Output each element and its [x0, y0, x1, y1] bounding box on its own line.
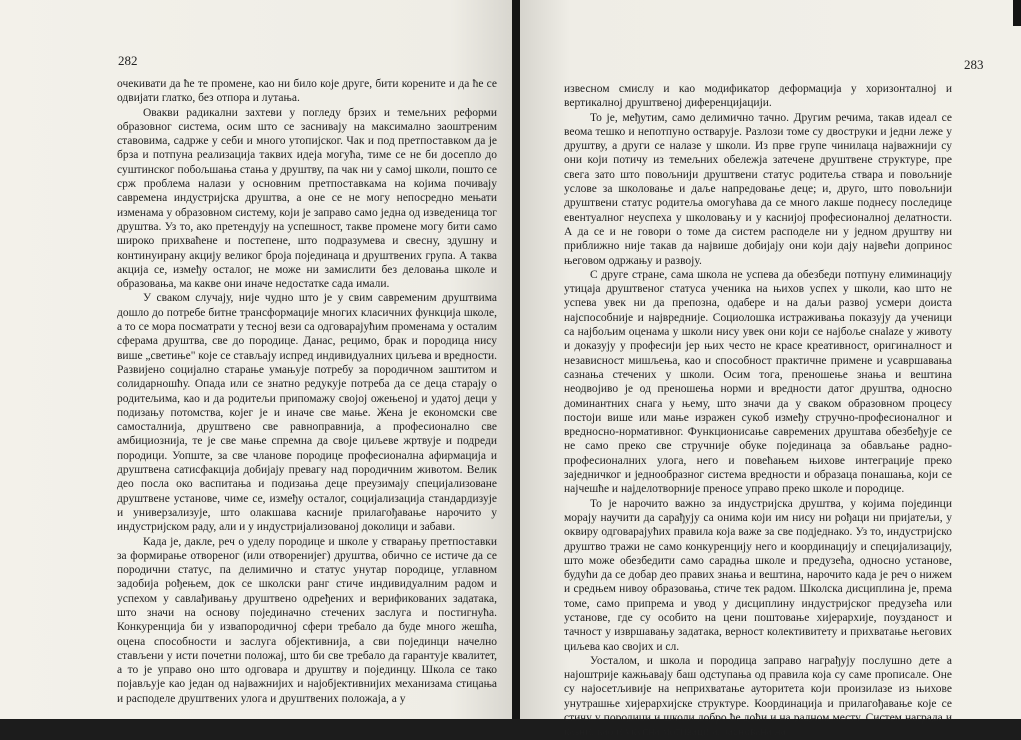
- paragraph: То је, међутим, само делимично тачно. Другим речима, такав идеал се веома тешко и непотпуно остварује. Разлози томе су двоструки и једни леже у друштву, а други се налазе у школи. Из прве групе чинилаца најважнији су они који потичу из темељних обележја затечене друштвене структуре, пре свега зато што повољнији друштвени статус родитеља ствара и повољније услове за школовање и даље напредовање деце; и, друго, што повољнији друштвени статус родитеља омогућава да се много лакше поднесу последице евентуалног неуспеха у школовању и у каснијој професионалној делатности. А да се и не говори о томе да систем расподеле ни у једном друштву ни приближно није такав да највише добијају они који дају највећи допринос његовом одржању и развоју.: [564, 111, 952, 267]
- paragraph: Уосталом, и школа и породица заправо награђују послушно дете а најоштрије кажњавају баш одступања од правила која су саме прописале. Оне су најосетљивије на неприхватање ауторитета који произилазе из њихове унутрашње хијерархијске структуре. Координација и прилагођавање које се стичу у породици и школи добро ће доћи и на радном месту. Систем награда и казни, као и укупна мотивација, заснована на: [564, 654, 952, 739]
- paragraph: извесном смислу и као модификатор деформација у хоризонталној и вертикалној друштвеној диференцијацији.: [564, 83, 952, 110]
- right-page-number: 283: [964, 57, 984, 72]
- paragraph: Када је, дакле, реч о уделу породице и школе у стварању претпоставки за формирање отвореног (или отворенијег) друштва, обично се истиче да се породични статус, па делимично и статус унутар породице, углавном задобија рођењем, док се школски ранг стиче индивидуалним радом и успехом у савлађивању друштвено одређених и верификованих задатака, што значи на основу појединачно стечених заслуга и постигнућа. Конкуренција би у извапородичној сфери требало да буде много жешћа, оцена способности и заслуга објективнија, а сви појединци начелно стављени у исти почетни положај, што би све требало да гарантује квалитет, а то је управо оно што одговара и друштву и појединцу. Школа се тако појављује као један од најважнијих и најобјективнијих механизама стицања и расподеле друштвених улога и друштвених положаја, а у: [117, 535, 497, 705]
- paragraph: С друге стране, сама школа не успева да обезбеди потпуну елиминацију утицаја друштвеног статуса ученика на њихов успех у школи, као што не успева увек ни да препозна, одабере и на даљи развој усмери доиста најспособније и највредније. Социолошка истраживања показују да ученици са најбољим оценама у школи нису увек они који се најбоље снalaze у животу и доказују у професији јер њих често не красе креативност, оригиналност и независност мишљења, као и способност практичне примене и усавршавања сазнања стечених у школи. Осим тога, преношење знања и вештина неодвојиво је од преношења норми и вредности датог друштва, односно доминантних снага у њему, што значи да у сваком образовном процесу постоји више или мање изражен сукоб између стручно-професионалног и вредносно-нормативног. Функционисање савремених друштава обезбеђује се не само преко све стручније обуке појединаца за обављање радно-професионалних улога, него и повећањем њихове интеграције преко заједничког и једнообразног система вредности и образаца понашања, који се најчешће и најделотворније преносе управо преко школе и породице.: [564, 268, 952, 496]
- right-page-text: [564, 82, 952, 740]
- left-page: [0, 0, 512, 719]
- page-corner: [1013, 0, 1021, 26]
- book-gutter: [512, 0, 520, 719]
- paragraph: У сваком случају, није чудно што је у свим савременим друштвима дошло до потребе битне трансформације многих класичних функција школе, а то се мора посматрати у тесној вези са одговарајућим променама у осталим сферама друштва, све до породице. Данас, рецимо, брак и породица нису више „светиње" које се стављају испред индивидуалних циљева и вредности. Развијено социјално старање умањује потребу за породичном заштитом и солидарношћу. Опада или се знатно редукује потреба да се деца старају о родитељима, као и да родитељи припомажу својој ожењеној и удатој деци у подизању потомства, којег је и иначе све мање. Жена је економски све самосталнија, друштвено све равноправнија, а професионално све амбициознија, те је све мање спремна да своје циљеве жртвује и подреди породици. Уопште, за све чланове породице професионална афирмација и друштвена сатисфакција добијају превагу над породичним животом. Велик део посла око васпитања и подизања деце преузимају специјализоване друштвене установе, чиме се, између осталог, социјализација стандардизује и универзализује, што олакшава касније прилагођавање нарочито у индустријском раду, али и у индустријализованој доколици и забави.: [117, 292, 497, 534]
- right-page: [520, 0, 1021, 739]
- left-page-text: [117, 77, 497, 706]
- paragraph: Овакви радикални захтеви у погледу брзих и темељних реформи образовног система, осим што се заснивају на максимално заоштреним ставовима, садрже у себи и много утопијског. Чак и под претпоставком да је брза и потпуна реализација таквих идеја могућа, тиме се не би досепло до суштинског побољшања стања у друштву, па чак ни у самој школи, пошто се срж проблема налази у основним претпоставкама на којима почивају савремена индустријска друштва, а оне се не могу непосредно мењати изменама у образовном систему, који је заправо само једна од изведеница тог друштва. Уз то, ако претендују на успешност, такве промене могу бити само широко прихваћене и постепене, што подразумева и свесну, здушну и континуирану акцију великог броја појединаца и друштвених група. А таква акција се, између осталог, не може ни замислити без деловања школе и образовања, ма какве они иначе недостатке сада имали.: [117, 106, 497, 291]
- left-page-number: 282: [118, 53, 138, 68]
- paragraph: очекивати да ће те промене, као ни било које друге, бити корените и да ће се одвијати глатко, без отпора и лутања.: [117, 78, 497, 105]
- paragraph: То је нарочито важно за индустријска друштва, у којима појединци морају научити да сарађују са онима који им нису ни рођаци ни пријатељи, у оквиру одговарајућих правила која важе за све подједнако. Уз то, индустријско друштво тражи не само конкуренцију него и координацију и специјализацију, што може обезбедити само сарадња школе и предузећа, односно установе, будући да се добар део правих знања и вештина, нарочито када је реч о нижем и средњем нивоу образовања, стиче тек радом. Школска дисциплина је, према томе, само припрема и увод у дисциплину индустријског предузећа или установе, где су особито на цени поштовање хијерархије, поузданост и тачност у извршавању задатака, верност колективитету и прихватање његових циљева као својих и сл.: [564, 497, 952, 653]
